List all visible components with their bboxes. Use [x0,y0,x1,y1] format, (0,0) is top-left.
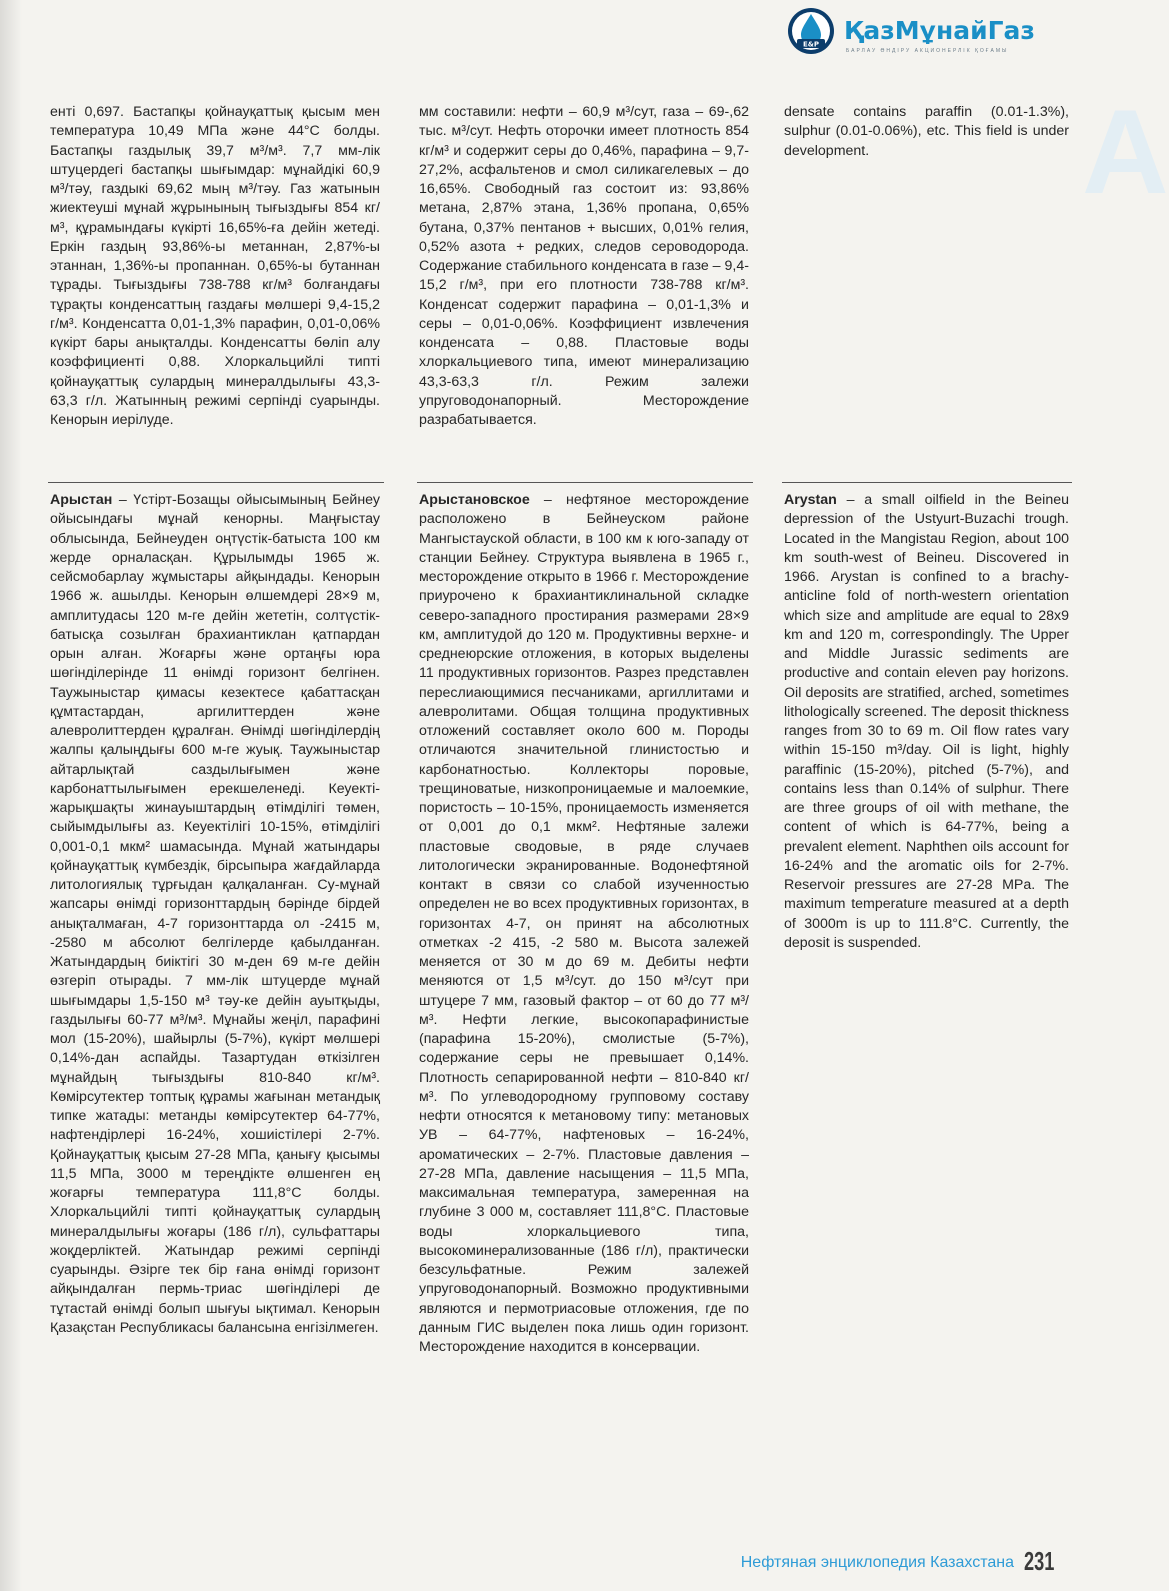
page-number: 231 [1024,1546,1055,1576]
article-title-kazakh: Арыстан [50,492,113,508]
article-title-english: Arystan [784,492,837,508]
binding-shadow [0,0,22,1591]
kazmunaigaz-logo [786,6,1086,66]
top-english-text: densate contains paraffin (0.01-1.3%), sulphur (0.01-0.06%), etc. This field is under development. [784,104,1069,159]
article-body-kazakh: – Үстірт-Бозащы ойысымының Бейнеу ойысындағы мұнай кенорны. Маңғыстау облысында, Бейнеуден оңтүстік-батыста 100 км жерде орналасқан. Құрылымды 1965 ж. сейсмобарлау жұмыстары айқындады. Кенорын 1966 ж. ашылды. Кенорын өлшемдері 28×9 м, амплитудасы 120 м-ге дейін жететін, солтүстік-батысқа созылған брахиантиклан қатпардан орын алған. Жоғарғы және ортаңғы юра шөгінділерінде 11 өнімді горизонт белгінен. Таужыныстар қимасы кезектесе қабаттасқан құмтастардан, аргилиттерден және алевролиттерден құралған. Өнімді шөгінділердің жалпы қалыңдығы 600 м-ге жуық. Таужыныстар айтарлықтай саздылығымен және карбонаттылығымен ерекшеленеді. Кеуекті-жарықшақты жинауыштардың өтімділігі төмен, сыйымдылығы аз. Кеуектілігі 10-15%, өтімділігі 0,001-0,1 мкм² шамасында. Мұнай жатындары қойнауқаттық күмбездік, бірсыпыра жағдайларда литологиялық тұрғыдан қалқаланған. Су-мұнай жапсары өнімді горизонттардың бәрінде бірдей анықталмаған, 4-7 горизонттарда ол -2415 м, -2580 м абсолют белгілерде қабылданған. Жатындардың биіктігі 30 м-ден 69 м-ге дейін өзгеріп отырады. 7 мм-лік штуцерде мұнай шығымдары 1,5-150 м³ тәу-ке дейін ауытқыды, газдылығы 60-77 м³/м³. Мұнайы жеңіл, парафині мол (15-20%), шайырлы (5-7%), күкірт мөлшері 0,14%-дан аспайды. Тазартудан өткізілген мұнайдың тығыздығы 810-840 кг/м³. Көмірсутектер топтық құрамы жағынан метандық типке жатады: метанды көмірсутектер 64-77%, нафтендірлері 16-24%, хошиістілері 2-7%. Қойнауқаттық қысым 27-28 МПа, қанығу қысымы 11,5 МПа, 3000 м тереңдікте өлшенген ең жоғарғы температура 111,8°С болды. Хлоркальцийлі типті қойнауқаттық сулардың минералдылығы жоғары (186 г/л), сульфаттары жоқдерліктей. Жатындар режимі серпінді суарынды. Әзірге тек бір ғана өнімді горизонт айқындалған пермь-триас шөгінділері де тұтастай өнімді болып шығуы ықтимал. Кенорын Қазақстан Республикасы балансына енгізілмеген. [50,492,380,1336]
arystan-kazakh-article [50,491,380,1338]
decorative-letter-a: A [1082,85,1169,219]
article-body-russian: – нефтяное месторождение расположено в Бейнеуском районе Мангыстауской области, в 100 км к юго-западу от станции Бейнеу. Структура выявлена в 1965 г., месторождение открыто в 1966 г. Месторождение приурочено к брахиантиклинальной складке северо-западного простирания размерами 28×9 км, амплитудой до 120 м. Продуктивны верхне- и среднеюрские отложения, в которых выделены 11 продуктивных горизонтов. Разрез представлен переслиающимися песчаниками, аргиллитами и алевролитами. Общая толщина продуктивных отложений составляет около 600 м. Породы отличаются значительной глинистостью и карбонатностью. Коллекторы поровые, трещиноватые, низкопроницаемые и малоемкие, пористость – 10-15%, проницаемость изменяется от 0,001 до 0,1 мкм². Нефтяные залежи пластовые сводовые, в ряде случаев литологически экранированные. Водонефтяной контакт в связи со слабой изученностью определен не во всех продуктивных горизонтах, в горизонтах 4-7, он принят на абсолютных отметках -2 415, -2 580 м. Высота залежей меняется от 30 м до 69 м. Дебиты нефти меняются от 1,5 м³/сут. до 150 м³/сут при штуцере 7 мм, газовый фактор – от 60 до 77 м³/м³. Нефти легкие, высокопарафинистые (парафина 15-20%), смолистые (5-7%), содержание серы не превышает 0,14%. Плотность сепарированной нефти – 810-840 кг/м³. По углеводородному групповому составу нефти относятся к метановому типу: метановых УВ – 64-77%, нафтеновых – 16-24%, ароматических – 2-7%. Пластовые давления – 27-28 МПа, давление насыщения – 11,5 МПа, максимальная температура, замеренная на глубине 3 000 м, составляет 111,8°С. Пластовые воды хлоркальциевого типа, высокоминерализованные (186 г/л), практически безсульфатные. Режим залежей упруговодонапорный. Возможно продуктивными являются и пермотриасовые отложения, где по данным ГИС выделен пока лишь один горизонт. Месторождение находится в консервации. [419,492,749,1355]
book-title: Нефтяная энциклопедия Казахстана [740,1554,1014,1571]
logo-badge: E&P [802,40,820,49]
logo-wordmark: ҚазМұнайГаз [844,16,1035,45]
column-divider-english [782,482,1072,483]
drop-emblem-icon [786,6,836,56]
article-body-english: – a small oilfield in the Beineu depression of the Ustyurt-Buzachi trough. Located in the Mangistau Region, about 100 km south-west of Beineu. Discovered in 1966. Arystan is confined to a brachy-anticline fold of north-western orientation which size and amplitude are equal to 28x9 km and 120 m, correspondingly. The Upper and Middle Jurassic sediments are productive and contain eleven pay horizons. Oil deposits are stratified, arched, sometimes lithologically screened. The deposit thickness ranges from 30 to 69 m. Oil flow rates vary within 15-150 m³/day. Oil is light, highly paraffinic (15-20%), pitched (5-7%), and contains less than 0.14% of sulphur. There are three groups of oil with methane, the content of which is 64-77%, being a prevalent element. Naphthen oils account for 16-24% and the aromatic oils for 2-7%. Reservoir pressures are 27-28 MPa. The maximum temperature measured at a depth of 3000m is up to 111.8°C. Currently, the deposit is suspended. [784,492,1069,951]
arystan-russian-article [419,491,749,1357]
article-title-russian: Арыстановское [419,492,530,508]
column-divider-kazakh [48,482,384,483]
top-kazakh-text: енті 0,697. Бастапқы қойнауқаттық қысым мен температура 10,49 МПа және 44°С болды. Бастапқы газдылық 39,7 м³/м³. 7,7 мм-лік штуцердегі бастапқы шығымдар: мұнайдікі 60,9 м³/тәу, газдыкі 69,62 мың м³/тәу. Газ жатынын жиектеуші мұнай жұрынының тығыздығы 854 кг/м³, құрамындағы күкірті 16,65%-ға дейін жетеді. Еркін газдың 93,86%-ы метаннан, 2,87%-ы этаннан, 1,36%-ы пропаннан. 0,65%-ы бутаннан тұрады. Тығыздығы 738-788 кг/м³ болғандағы тұрақты конденсаттың газдағы мөлшері 9,4-15,2 г/м³. Конденсатта 0,01-1,3% парафин, 0,01-0,06% күкірт бары анықталды. Конденсатты бөліп алу коэффициенті 0,88. Хлоркальцийлі типті қойнауқаттық сулардың минералдылығы 43,3-63,3 г/л. Жатынның режимі серпінді суарынды. Кенорын иерілуде. [50,104,380,428]
logo-subtitle: БАРЛАУ ӨНДІРУ АКЦИОНЕРЛІК ҚОҒАМЫ [846,48,1009,54]
column-divider-russian [417,482,753,483]
arystan-english-article [784,491,1069,953]
top-russian-text: мм составили: нефти – 60,9 м³/сут, газа – 69-,62 тыс. м³/сут. Нефть оторочки имеет плотность 854 кг/м³ и содержит серы до 0,46%, парафина – 9,7-27,2%, асфальтенов и смол силикагелевых – до 16,65%. Свободный газ состоит из: 93,86% метана, 2,87% этана, 1,36% пропана, 0,65% бутана, 0,37% пентанов + высших, 0,01% гелия, 0,52% азота + редких, следов сероводорода. Содержание стабильного конденсата в газе – 9,4-15,2 г/м³, при его плотности 738-788 кг/м³. Конденсат содержит парафина – 0,01-1,3% и серы – 0,01-0,06%. Коэффициент извлечения конденсата – 0,88. Пластовые воды хлоркальциевого типа, имеют минерализацию 43,3-63,3 г/л. Режим залежи упруговодонапорный. Месторождение разрабатывается. [419,104,749,428]
